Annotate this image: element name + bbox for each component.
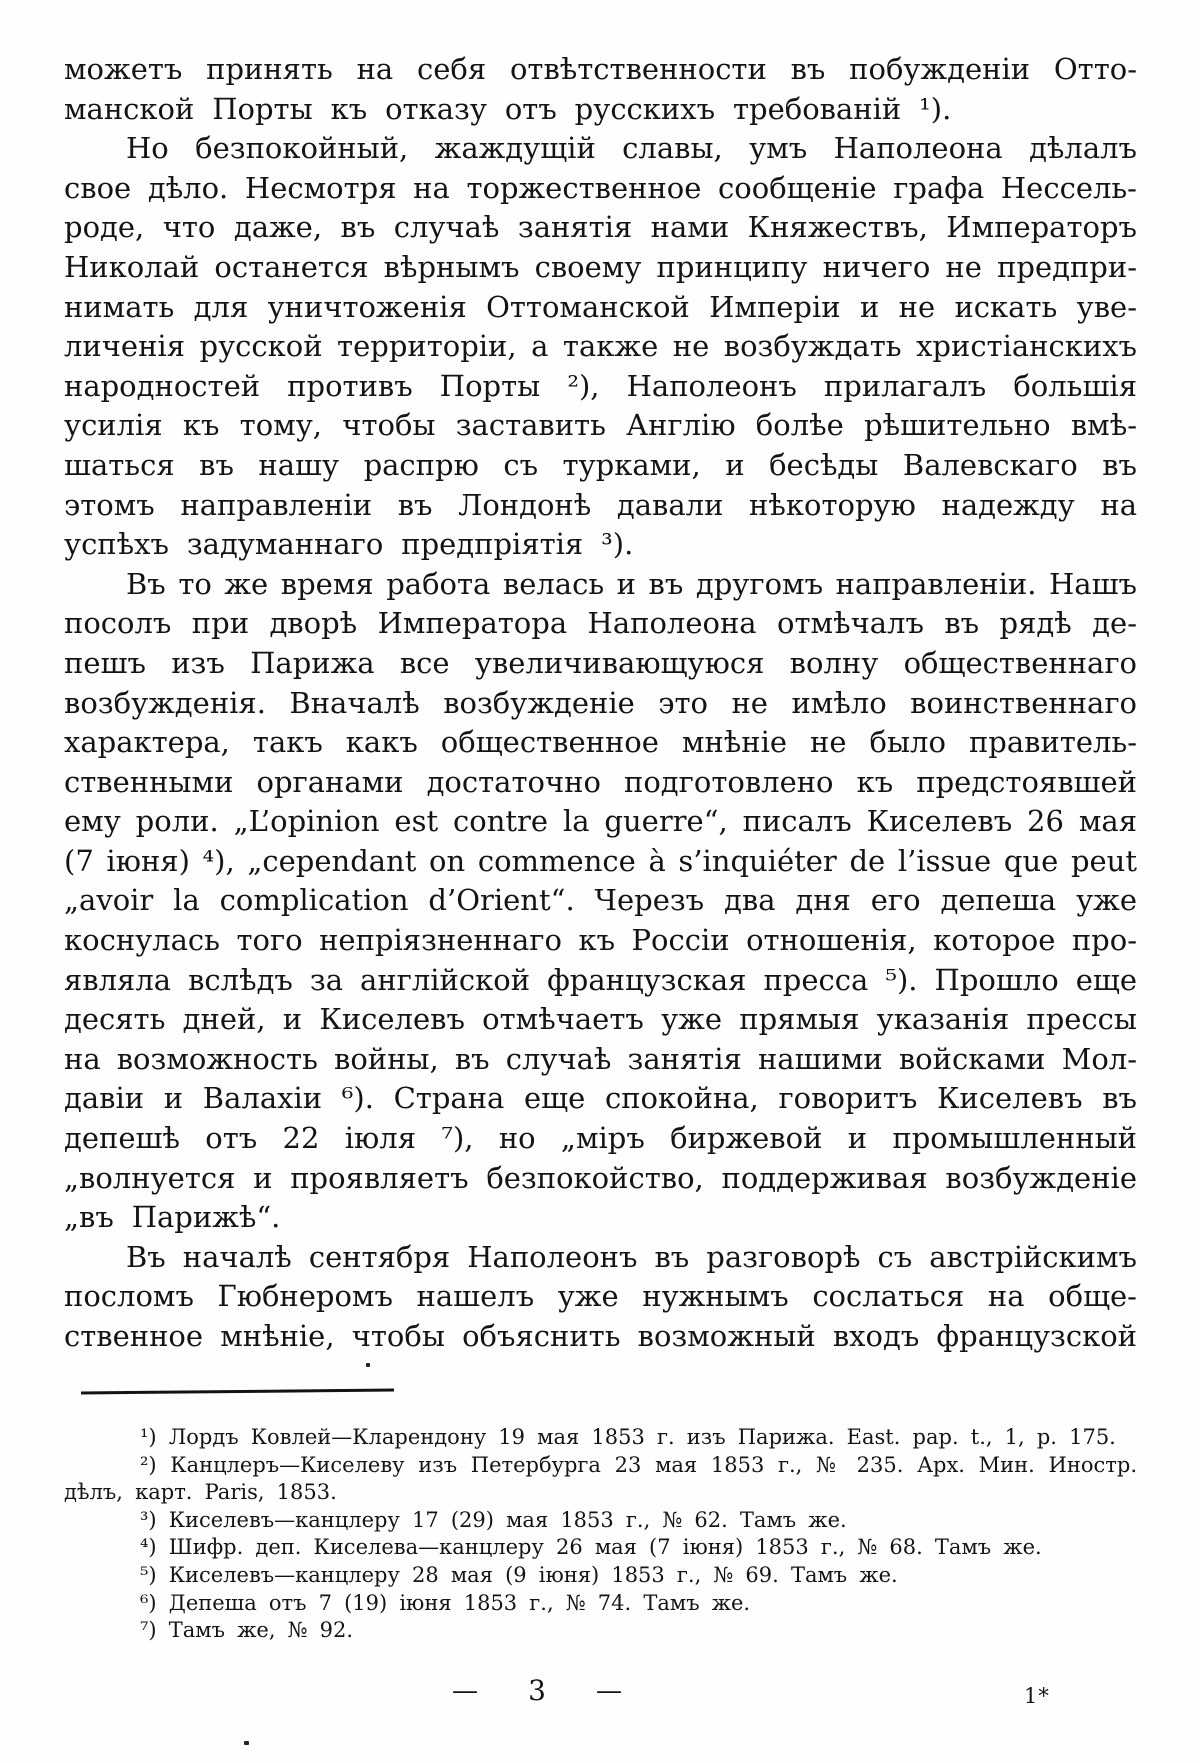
text-line: личенія русской территоріи, а также не возбуждать христіанскихъ bbox=[64, 329, 1137, 364]
footnote-line: ⁵) Киселевъ—канцлеру 28 мая (9 іюня) 1853 г., № 69. Тамъ же. bbox=[140, 1562, 898, 1587]
text-line: посолъ при дворѣ Императора Наполеона отмѣчалъ въ рядѣ де- bbox=[64, 606, 1137, 641]
text-line: посломъ Гюбнеромъ нашелъ уже нужнымъ сослаться на обще- bbox=[64, 1279, 1137, 1314]
text-line: Въ началѣ сентября Наполеонъ въ разговорѣ съ австрійскимъ bbox=[126, 1239, 1137, 1274]
footnote-line: ³) Киселевъ—канцлеру 17 (29) мая 1853 г., № 62. Тамъ же. bbox=[140, 1507, 847, 1532]
footnote-line: ¹) Лордъ Ковлей—Кларендону 19 мая 1853 г. изъ Парижа. East. pap. t., 1, p. 175. bbox=[140, 1425, 1116, 1449]
footnotes-block bbox=[64, 1424, 1137, 1645]
body-text bbox=[64, 50, 1137, 1357]
text-line: (7 іюня) ⁴), „cependant on commence à s’inquiéter de l’issue que peut bbox=[64, 843, 1137, 878]
footnote-line: ⁶) Депеша отъ 7 (19) іюня 1853 г., № 74. Тамъ же. bbox=[140, 1590, 751, 1615]
text-line: успѣхъ задуманнаго предпріятія ³). bbox=[64, 527, 634, 562]
footnote-separator-rule bbox=[81, 1388, 394, 1394]
text-line: „avoir la complication d’Orient“. Черезъ два дня его депеша уже bbox=[64, 883, 1137, 918]
text-line: возбужденія. Вначалѣ возбужденіе это не имѣло воинственнаго bbox=[64, 685, 1137, 720]
text-line: Въ то же время работа велась и въ другомъ направленіи. Нашъ bbox=[126, 566, 1137, 601]
text-line: народностей противъ Порты ²), Наполеонъ прилагалъ большія bbox=[64, 368, 1137, 403]
text-line: этомъ направленіи въ Лондонѣ давали нѣкоторую надежду на bbox=[64, 487, 1137, 522]
footnote-line: ⁴) Шифр. деп. Киселева—канцлеру 26 мая (7 іюня) 1853 г., № 68. Тамъ же. bbox=[140, 1535, 1042, 1560]
footnote-line: ⁷) Тамъ же, № 92. bbox=[140, 1618, 354, 1643]
scan-speck bbox=[244, 1741, 249, 1745]
text-line: депешѣ отъ 22 іюля ⁷), но „міръ биржевой и промышленный bbox=[64, 1121, 1137, 1156]
text-line: ему роли. „L’opinion est contre la guerre“, писалъ Киселевъ 26 мая bbox=[64, 804, 1137, 839]
text-line: шаться въ нашу распрю съ турками, и бесѣды Валевскаго въ bbox=[64, 447, 1137, 482]
text-line: Николай останется вѣрнымъ своему принципу ничего не предпри- bbox=[64, 249, 1137, 284]
footer-dash-left: — bbox=[452, 1675, 478, 1706]
page-number-value: 3 bbox=[528, 1674, 546, 1707]
text-line: пешъ изъ Парижа все увеличивающуюся волну общественнаго bbox=[64, 645, 1137, 680]
text-line: Но безпокойный, жаждущій славы, умъ Наполеона дѣлалъ bbox=[126, 131, 1137, 166]
text-line: на возможность войны, въ случаѣ занятія нашими войсками Мол- bbox=[64, 1041, 1137, 1076]
text-line: ственными органами достаточно подготовлено къ предстоявшей bbox=[64, 764, 1137, 799]
text-line: „волнуется и проявляетъ безпокойство, поддерживая возбужденіе bbox=[64, 1160, 1137, 1195]
text-line: коснулась того непріязненнаго къ Россіи отношенія, которое про- bbox=[64, 923, 1137, 958]
scan-speck bbox=[366, 1363, 370, 1367]
text-line: являла вслѣдъ за англійской французская пресса ⁵). Прошло еще bbox=[64, 962, 1137, 997]
footer-dash-right: — bbox=[595, 1675, 622, 1706]
text-line: давіи и Валахіи ⁶). Страна еще спокойна, говоритъ Киселевъ въ bbox=[64, 1081, 1137, 1116]
text-line: нимать для уничтоженія Оттоманской Имперіи и не искать уве- bbox=[64, 289, 1137, 324]
text-line: роде, что даже, въ случаѣ занятія нами Княжествъ, Императоръ bbox=[64, 210, 1137, 245]
text-line: усилія къ тому, чтобы заставить Англію болѣе рѣшительно вмѣ- bbox=[64, 408, 1137, 443]
text-line: свое дѣло. Несмотря на торжественное сообщеніе графа Нессель- bbox=[64, 170, 1137, 205]
text-line: „въ Парижѣ“. bbox=[64, 1200, 281, 1235]
text-line: ственное мнѣніе, чтобы объяснить возможный входъ французской bbox=[64, 1319, 1137, 1353]
signature-mark: 1* bbox=[1024, 1684, 1050, 1708]
text-line: десять дней, и Киселевъ отмѣчаетъ уже прямыя указанія прессы bbox=[64, 1002, 1137, 1037]
text-line: манской Порты къ отказу отъ русскихъ требованій ¹). bbox=[64, 91, 952, 126]
page-number bbox=[452, 1674, 622, 1707]
footnote-line: дѣлъ, карт. Paris, 1853. bbox=[64, 1480, 337, 1505]
footnote-line: ²) Канцлеръ—Киселеву изъ Петербурга 23 мая 1853 г., № 235. Арх. Мин. Иностр. bbox=[140, 1452, 1137, 1477]
text-line: можетъ принять на себя отвѣтственности въ побужденіи Отто- bbox=[64, 52, 1137, 86]
text-line: характера, такъ какъ общественное мнѣніе не было правитель- bbox=[64, 725, 1137, 760]
